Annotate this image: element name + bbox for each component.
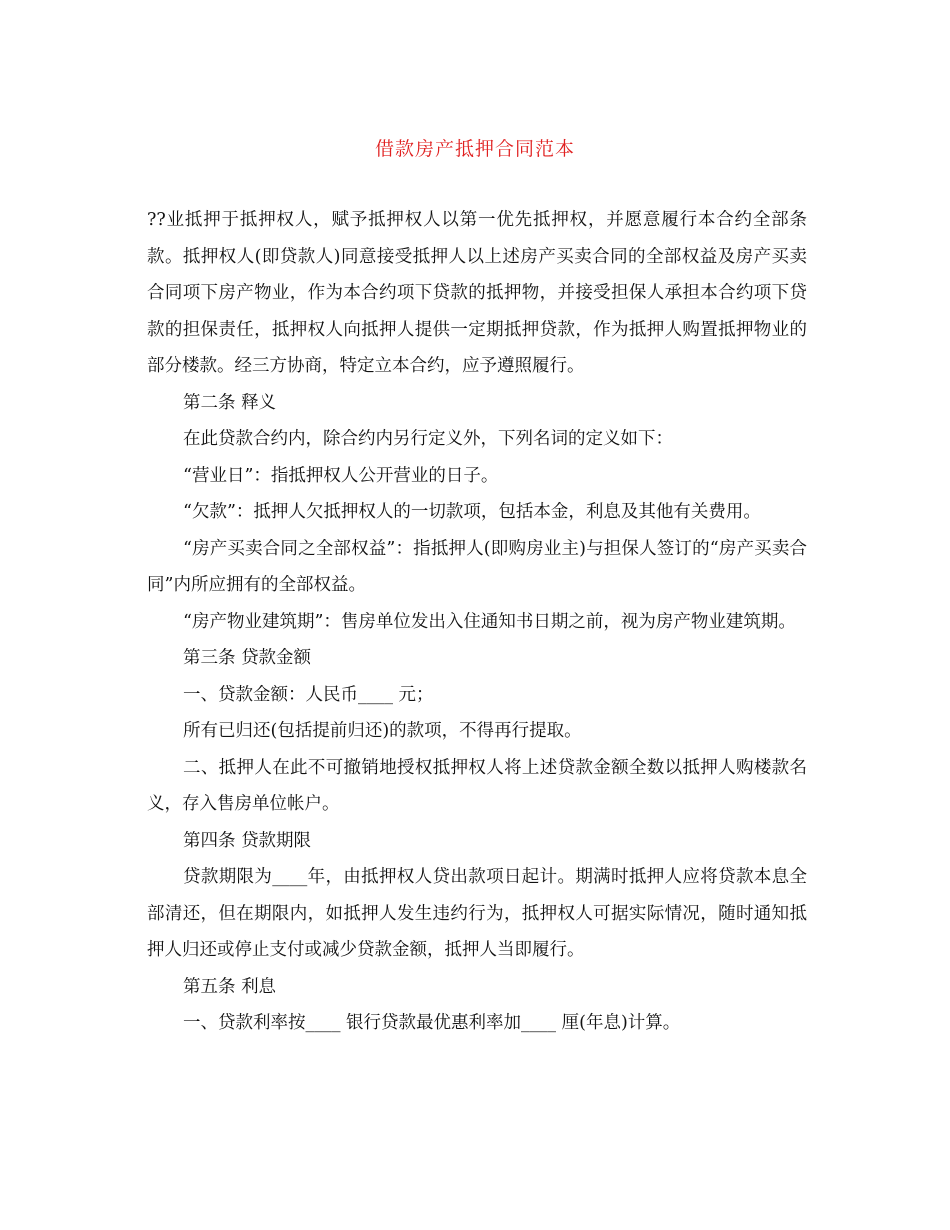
definition-debt: “欠款”：抵押人欠抵押权人的一切款项，包括本金，利息及其他有关费用。 [183,502,761,522]
section-heading-article-3: 第三条 贷款金额 [183,648,312,668]
section-heading-article-4: 第四条 贷款期限 [183,830,312,851]
definition-contract-rights: “房产买卖合同之全部权益”：指抵押人(即购房业主)与担保人签订的“房产买卖合同”内所应拥有的全部权益。 [147,538,807,595]
paragraph-loan-amount: 一、贷款金额：人民币____ 元； [183,684,434,705]
paragraph: 所有已归还(包括提前归还)的款项，不得再行提取。 [183,721,582,741]
paragraph-interest-rate: 一、贷款利率按____ 银行贷款最优惠利率加____ 厘(年息)计算。 [183,1013,681,1033]
document-title: 借款房产抵押合同范本 [374,138,575,160]
paragraph: 在此贷款合约内，除合约内另行定义外，下列名词的定义如下： [183,429,673,449]
paragraph-loan-term: 贷款期限为____年，由抵押权人贷出款项日起计。期满时抵押人应将贷款本息全部清还，但在期限内，如抵押人发生违约行为，抵押权人可据实际情况，随时通知抵押人归还或停止支付或减少贷款金额，抵押人当即履行。 [147,867,807,960]
section-heading-article-5: 第五条 利息 [183,976,277,997]
section-heading-article-2: 第二条 释义 [183,392,277,413]
definition-business-day: “营业日”：指抵押权人公开营业的日子。 [183,465,499,486]
definition-construction-period: “房产物业建筑期”：售房单位发出入住通知书日期之前，视为房产物业建筑期。 [183,611,796,632]
document-body [147,202,807,1042]
paragraph-preamble: ??业抵押于抵押权人，赋予抵押权人以第一优先抵押权，并愿意履行本合约全部条款。抵押权人(即贷款人)同意接受抵押人以上述房产买卖合同的全部权益及房产买卖合同项下房产物业，作为本合约项下贷款的抵押物，并接受担保人承担本合约项下贷款的担保责任，抵押权人向抵押人提供一定期抵押贷款，作为抵押人购置抵押物业的部分楼款。经三方协商，特定立本合约，应予遵照履行。 [147,210,807,376]
paragraph: 二、抵押人在此不可撤销地授权抵押权人将上述贷款金额全数以抵押人购楼款名义，存入售房单位帐户。 [147,757,807,814]
